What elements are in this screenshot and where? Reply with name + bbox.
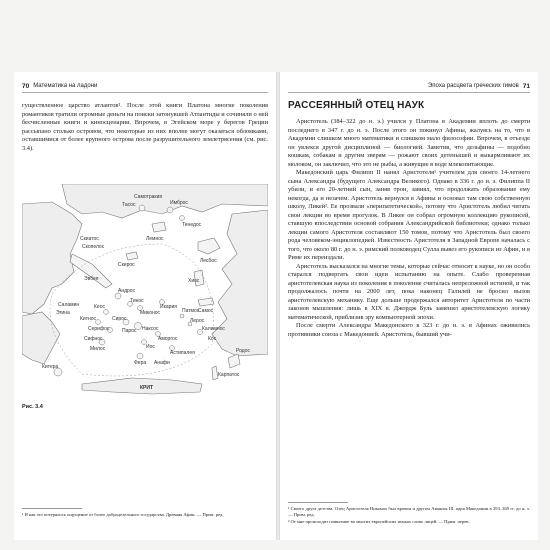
map-label-ikaria: Икария — [160, 304, 177, 310]
map-label-kythnos: Китнос — [80, 316, 97, 322]
map-label-anafi: Анафи — [154, 360, 170, 366]
map-label-samothrace: Самотракия — [134, 194, 163, 200]
left-running-head — [22, 80, 268, 93]
map-label-thera: Фера — [134, 360, 147, 366]
aegean-map — [22, 184, 268, 398]
map-label-astypalaia: Астипалея — [170, 350, 195, 356]
map-label-serifos: Серифос — [88, 326, 110, 332]
map-label-samos: Самос — [198, 308, 214, 314]
map-label-thasos: Тасос — [122, 202, 136, 208]
left-footnotes — [22, 508, 268, 519]
map-label-imbros: Имброс — [170, 200, 188, 206]
map-label-leros: Лерос — [190, 318, 205, 324]
map-label-sifnos: Сифнос — [84, 336, 103, 342]
right-footnote-2: ² От мне происходит появление во многих европейских языках слово лицей. — Прим. перев. — [288, 519, 470, 524]
left-paragraph-1: гуществленное царство атлантов¹. После этой книги Платона многие поколения романтиков тратили огромные деньги на поиски затонувшей Атлантиды и сочиняли о ней бесчисленные книги и киносценарии. Впрочем, в Эгейском море у берегов Греции рассыпано столько островов, что некоторые из них вполне могут оказаться обломками, оставшимися от более крупного острова после разрушительного землетрясения (см. рис. 3.4). — [22, 102, 268, 152]
right-paragraph-1: Аристотель (384–322 до н. э.) учился у Платона в Академии вплоть до смерти последнего в 347 г. до н. э. После этого он покинул Афины, жалуясь на то, что в Академии слишком много математики и слишком мало философии. Впрочем, в отъезде он увлекся другой дисциплиной — биологией. Заметив, что дельфины — подобно кошкам, собакам и другим зверям — рожают своих детенышей и выкармливают их молоком, он заключил, что это не рыбы, а живущие в воде млекопитающие. — [288, 118, 530, 168]
map-label-rhodes: Родос — [236, 348, 250, 354]
map-label-milos: Милос — [90, 346, 106, 352]
right-footnote-1: ¹ Своего друга детства. Отец Аристотеля Никомах был врачом и другом Аминты III, царя Македонии в 393–369 гг. до н. э. — Прим. ред. — [288, 506, 530, 517]
left-page — [14, 72, 276, 540]
right-page — [280, 72, 538, 540]
map-label-syros: Сирос — [112, 316, 127, 322]
map-label-patmos: Патмос — [182, 308, 200, 314]
map-label-salamis: Саламин — [58, 302, 80, 308]
map-label-euboea: Эвбея — [84, 276, 99, 282]
map-label-amorgos: Аморгос — [158, 336, 178, 342]
map-label-chios: Хиос — [188, 278, 200, 284]
map-label-skyros: Скирос — [118, 262, 135, 268]
left-running-title: Математика на ладони — [33, 83, 98, 89]
map-label-karpathos: Карпатос — [218, 372, 240, 378]
right-paragraph-4: После смерти Александра Македонского в 323 г. до н. э. в Афинах оживились противники союза с Македонией. Аристотель, бывший учи- — [288, 322, 530, 338]
right-paragraph-2: Македонский царь Филипп II нанял Аристотеля¹ учителем для своего 14-летнего сына Александра (будущего Александра Великого). Однако в 336 г. до н. э. Филиппа II убили, и его 20-летний сын, заняв трон, завиял, что продолжать образование ему некогда, да и незачем. Аристотель вернулся в Афины и основал там свою собственную школу, Ликей². Ее прозвали «перипатетической», потому что Аристотель любил читать свои лекции во время прогулок. В Ликее он собрал огромную коллекцию рукописей, ставшую впоследствии основой собрания Александрийской библиотеки; однако только лекции самого Аристотеля составляют 150 томов, потому что Аристотель был своего рода человеком-энциклопедией. Известность Аристотеля в Западной Европе началась с того, что около 80 г. до н. э. римский полководец Сулла вывез его рукописи из Афин, и в Риме их переиздали. — [288, 169, 530, 261]
right-running-head — [288, 80, 530, 93]
map-label-andros: Андрос — [118, 288, 136, 294]
map-label-paros: Парос — [122, 328, 137, 334]
map-label-ios: Иос — [146, 344, 155, 350]
map-label-lesbos: Лесбос — [200, 258, 217, 264]
right-running-title: Эпоха расцвета греческих гимов — [427, 83, 519, 89]
footnote-rule — [22, 508, 82, 509]
map-label-crete: КРИТ — [140, 385, 154, 391]
right-page-number: 71 — [522, 82, 530, 90]
map-label-kythera: Китера — [42, 364, 59, 370]
map-label-kalymnos: Калимнос — [202, 326, 225, 332]
right-footnotes — [288, 502, 530, 526]
map-label-kos: Кос — [208, 336, 217, 342]
right-body-text — [288, 118, 530, 339]
map-label-skiathos: Скиатос — [80, 236, 99, 242]
left-page-number: 70 — [22, 82, 30, 90]
map-label-kea: Кеос — [94, 304, 105, 310]
chapter-title: РАССЕЯННЫЙ ОТЕЦ НАУК — [288, 100, 425, 111]
map-label-mykonos: Миконос — [140, 310, 161, 316]
right-paragraph-3: Аристотель высказался на многие темы, которые сейчас относят к науке, но он особо старался подвергать свои идеи испытанию на опыте. Слабо проверенная аристотелевская наука из поколения в поколение считалась непреложной истиной, и так продолжалось почти на 2000 лет, пока наконец Галилей не бросил вызов аристотелевскую механику. Еще дольше продержался авторитет Аристотеля по части законов мышления: лишь в XIX в. Джордж Буль заменил аристотелевскую логику математической, приблизив эру компьютерной эпохи. — [288, 262, 530, 321]
map-label-naxos: Наксос — [142, 326, 159, 332]
footnote-rule — [288, 502, 348, 503]
map-label-aegina: Эгина — [56, 310, 70, 316]
left-body-text — [22, 102, 268, 153]
map-label-tenedos: Тенедос — [182, 222, 202, 228]
left-footnote-1: ¹ И как это потерялось ощущение от более добродетельного государства. Древняя Афин. — Прим. ред. — [22, 512, 224, 517]
figure-caption: Рис. 3.4 — [22, 404, 43, 410]
map-label-lemnos: Лемнос — [146, 236, 164, 242]
map-label-skopelos: Скопелос — [82, 244, 105, 250]
map-label-tinos: Тинос — [130, 298, 144, 304]
